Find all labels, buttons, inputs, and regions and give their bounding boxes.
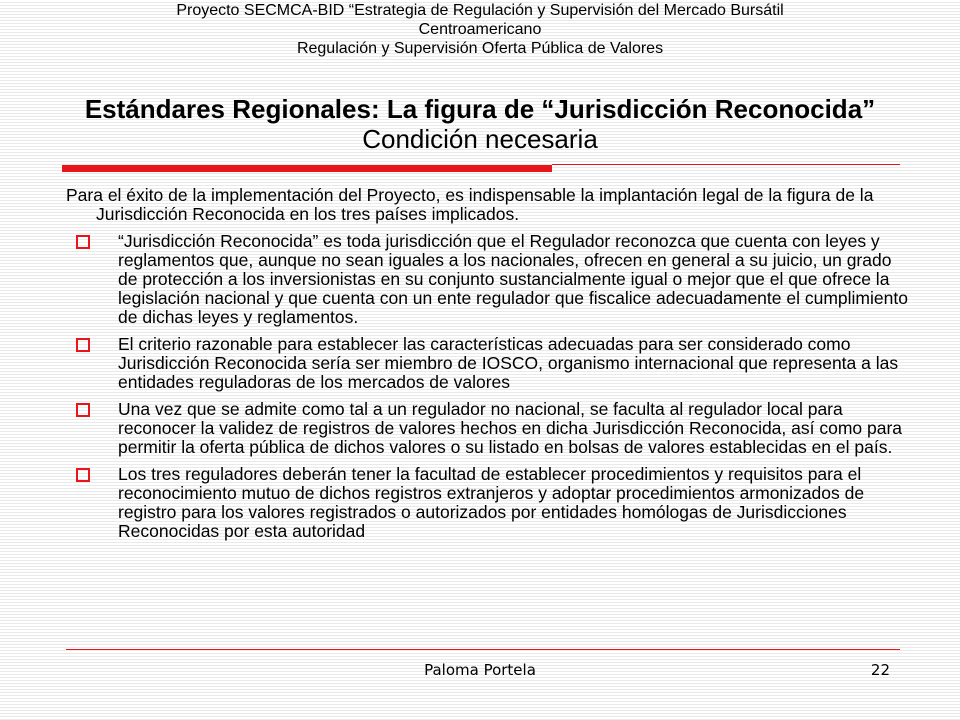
bullet-item: [66, 400, 908, 457]
bullet-text: “Jurisdicción Reconocida” es toda jurisdicción que el Regulador reconozca que cuenta con leyes y reglamentos que, aunque no sean iguales a los nacionales, ofrecen en general a su juicio, un grado de protección a los inversionistas en su conjunto sustancialmente igual o mejor que el que ofrece la legislación nacional y que cuenta con un ente regulador que fiscalice adecuadamente el cumplimiento de dichas leyes y reglamentos.: [118, 231, 908, 327]
footer-divider: [66, 649, 900, 650]
bullet-item: [66, 335, 908, 392]
project-header-line: Proyecto SECMCA-BID “Estrategia de Regulación y Supervisión del Mercado Bursátil: [176, 2, 784, 19]
bullet-text: El criterio razonable para establecer las características adecuadas para ser considerado como Jurisdicción Reconocida sería ser miembro de IOSCO, organismo internacional que representa a las entidades reguladoras de los mercados de valores: [118, 334, 899, 392]
bullet-item: [66, 465, 908, 541]
title-main: Estándares Regionales: La figura de “Jurisdicción Reconocida”: [84, 94, 876, 124]
hollow-square-bullet-icon: [76, 235, 90, 249]
project-header-line: Regulación y Supervisión Oferta Pública de Valores: [296, 40, 664, 57]
page-number: 22: [870, 661, 890, 679]
bullet-text: Los tres reguladores deberán tener la facultad de establecer procedimientos y requisitos para el reconocimiento mutuo de dichos registros extranjeros y adoptar procedimientos armonizados de registro para los valores registrados o autorizados por entidades homólogas de Jurisdicciones Reconocidas por esta autoridad: [118, 464, 865, 541]
hollow-square-bullet-icon: [76, 403, 90, 417]
slide-title: [50, 94, 910, 154]
title-subtitle: Condición necesaria: [362, 124, 598, 154]
hollow-square-bullet-icon: [76, 468, 90, 482]
project-header: [60, 1, 900, 58]
slide-body: [66, 186, 908, 549]
hollow-square-bullet-icon: [76, 338, 90, 352]
intro-paragraph: Para el éxito de la implementación del Proyecto, es indispensable la implantación legal de la figura de la Jurisdicción Reconocida en los tres países implicados.: [66, 185, 874, 224]
bullet-item: [66, 232, 908, 327]
footer-author: Paloma Portela: [424, 661, 536, 679]
title-divider-thin: [552, 164, 900, 165]
title-divider-thick: [62, 165, 552, 172]
project-header-line: Centroamericano: [418, 21, 542, 38]
bullet-text: Una vez que se admite como tal a un regulador no nacional, se faculta al regulador local para reconocer la validez de registros de valores hechos en dicha Jurisdicción Reconocida, así como para permitir la oferta pública de dichos valores o su listado en bolsas de valores establecidas en el país.: [118, 399, 903, 457]
